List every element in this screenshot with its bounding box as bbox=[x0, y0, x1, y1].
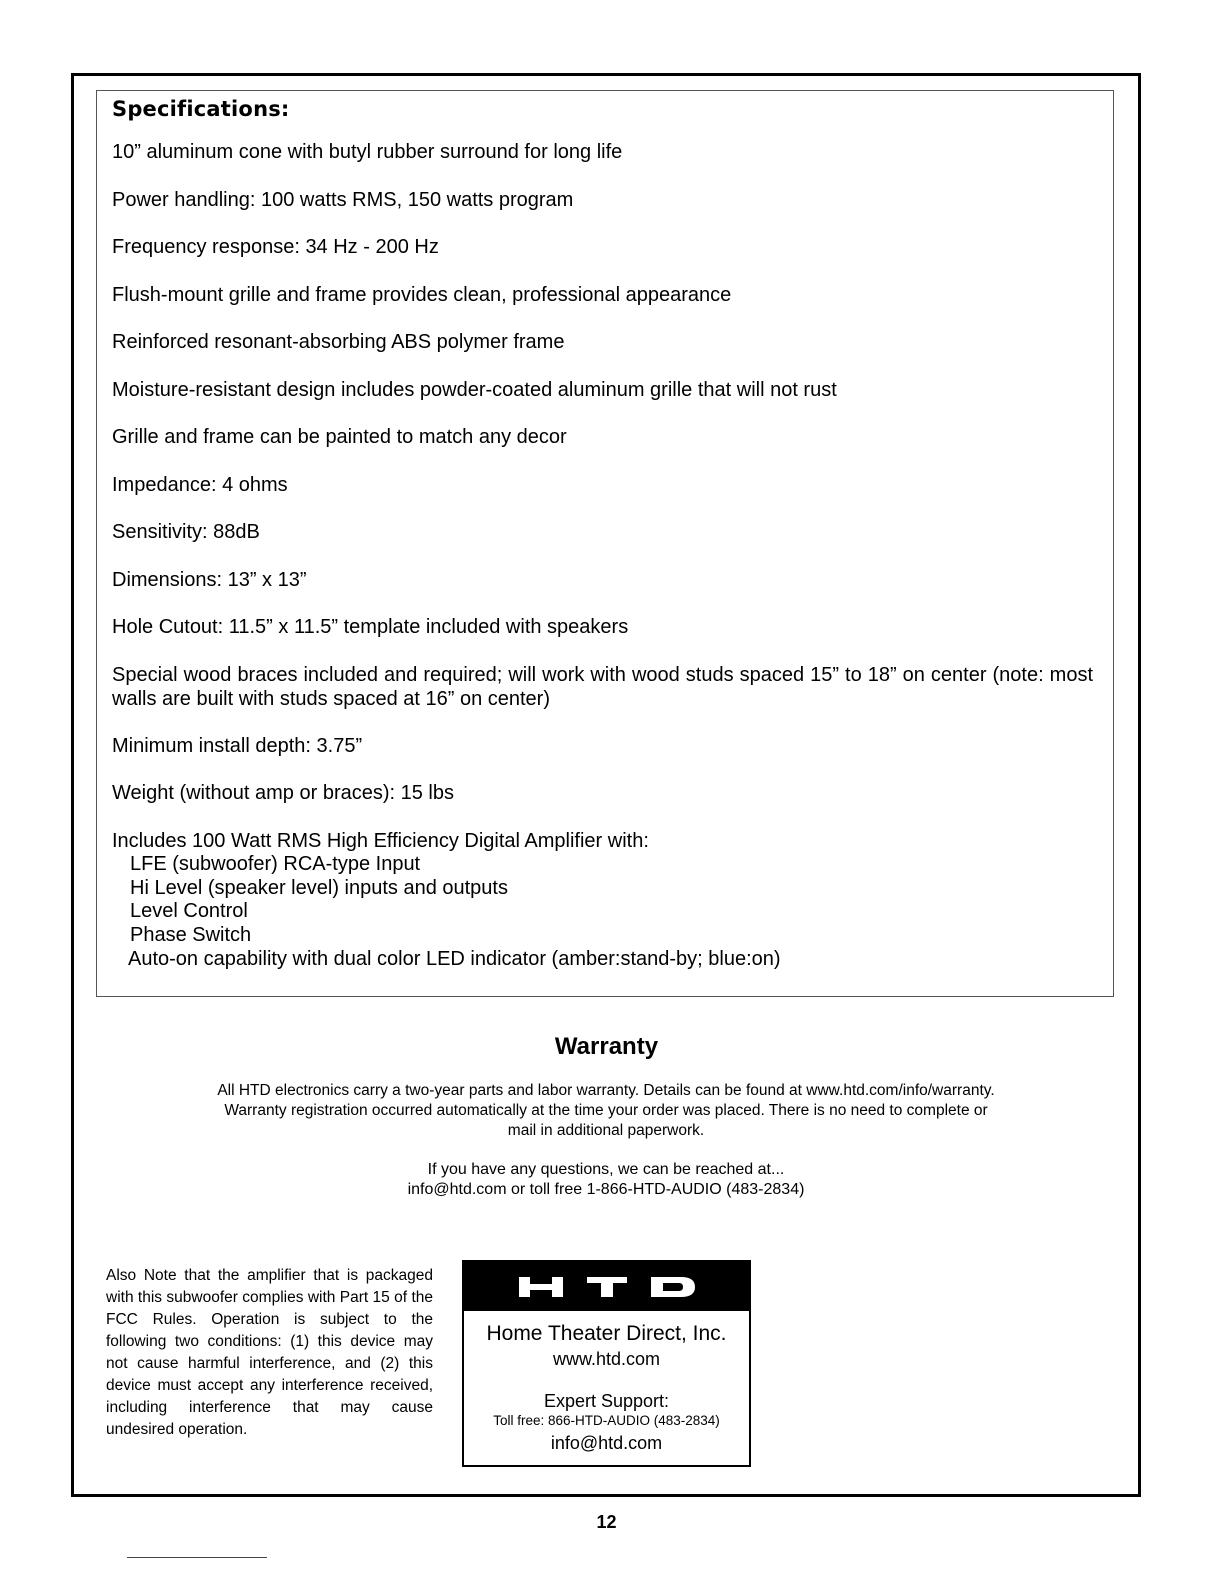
spec-item: Reinforced resonant-absorbing ABS polymer frame bbox=[112, 331, 565, 353]
spec-item: Impedance: 4 ohms bbox=[112, 474, 288, 496]
warranty-title: Warranty bbox=[554, 1033, 659, 1060]
spec-item: Flush-mount grille and frame provides clean, professional appearance bbox=[112, 284, 732, 306]
spec-amplifier-heading: Includes 100 Watt RMS High Efficiency Digital Amplifier with: bbox=[112, 830, 649, 852]
amp-feature: Phase Switch bbox=[130, 924, 252, 946]
amp-feature: Level Control bbox=[130, 900, 248, 922]
warranty-contact: If you have any questions, we can be reached at... bbox=[427, 1161, 785, 1178]
logo-letter-h bbox=[519, 1276, 563, 1298]
spec-item: Hole Cutout: 11.5” x 11.5” template included with speakers bbox=[112, 616, 629, 638]
warranty-line: All HTD electronics carry a two-year parts and labor warranty. Details can be found at www.htd.com/info/warranty. bbox=[217, 1082, 995, 1099]
htd-contact-card bbox=[462, 1260, 751, 1467]
spec-item: Moisture-resistant design includes powder-coated aluminum grille that will not rust bbox=[112, 379, 837, 401]
footer-link-underline bbox=[127, 1557, 267, 1558]
spec-item: Sensitivity: 88dB bbox=[112, 521, 260, 543]
specifications-title: Specifications: bbox=[112, 97, 290, 121]
spec-item: Power handling: 100 watts RMS, 150 watts program bbox=[112, 189, 574, 211]
spec-item: Frequency response: 34 Hz - 200 Hz bbox=[112, 236, 439, 258]
logo-letter-t bbox=[587, 1276, 627, 1298]
expert-support-label: Expert Support: bbox=[543, 1391, 670, 1411]
spec-install-depth: Minimum install depth: 3.75” bbox=[112, 735, 363, 757]
fcc-note-text: Also Note that the amplifier that is packaged with this subwoofer complies with Part 15 of the FCC Rules. Operation is subject to the following two conditions: (1) this device may not cause harmful interference, and (2) this device must accept any interference received, including interference that may cause bbox=[106, 1267, 433, 1416]
warranty-contact: info@htd.com or toll free 1-866-HTD-AUDIO (483-2834) bbox=[407, 1181, 805, 1198]
support-toll-free: Toll free: 866-HTD-AUDIO (483-2834) bbox=[493, 1413, 720, 1428]
amp-feature: LFE (subwoofer) RCA-type Input bbox=[130, 853, 421, 875]
amp-feature: Hi Level (speaker level) inputs and outputs bbox=[130, 877, 508, 899]
logo-letter-d bbox=[651, 1276, 695, 1298]
spec-item: 10” aluminum cone with butyl rubber surround for long life bbox=[112, 141, 623, 163]
support-email[interactable]: info@htd.com bbox=[550, 1433, 663, 1453]
company-website[interactable]: www.htd.com bbox=[552, 1349, 661, 1369]
page-number: 12 bbox=[596, 1512, 617, 1532]
fcc-note-last-line: undesired operation. bbox=[106, 1421, 248, 1438]
spec-braces: Special wood braces included and required; will work with wood studs spaced 15” to 18” on center (note: most walls are built with studs spaced at 16” on center) bbox=[112, 664, 1093, 710]
specifications-box bbox=[96, 90, 1114, 997]
htd-logo bbox=[464, 1262, 749, 1311]
spec-weight: Weight (without amp or braces): 15 lbs bbox=[112, 782, 455, 804]
spec-item: Dimensions: 13” x 13” bbox=[112, 569, 307, 591]
fcc-note bbox=[106, 1265, 433, 1441]
warranty-line: mail in additional paperwork. bbox=[507, 1122, 705, 1139]
amp-feature: Auto-on capability with dual color LED indicator (amber:stand-by; blue:on) bbox=[128, 948, 781, 970]
company-name: Home Theater Direct, Inc. bbox=[486, 1322, 727, 1345]
spec-item: Grille and frame can be painted to match any decor bbox=[112, 426, 567, 448]
warranty-line: Warranty registration occurred automatically at the time your order was placed. There is no need to complete or bbox=[224, 1102, 988, 1119]
